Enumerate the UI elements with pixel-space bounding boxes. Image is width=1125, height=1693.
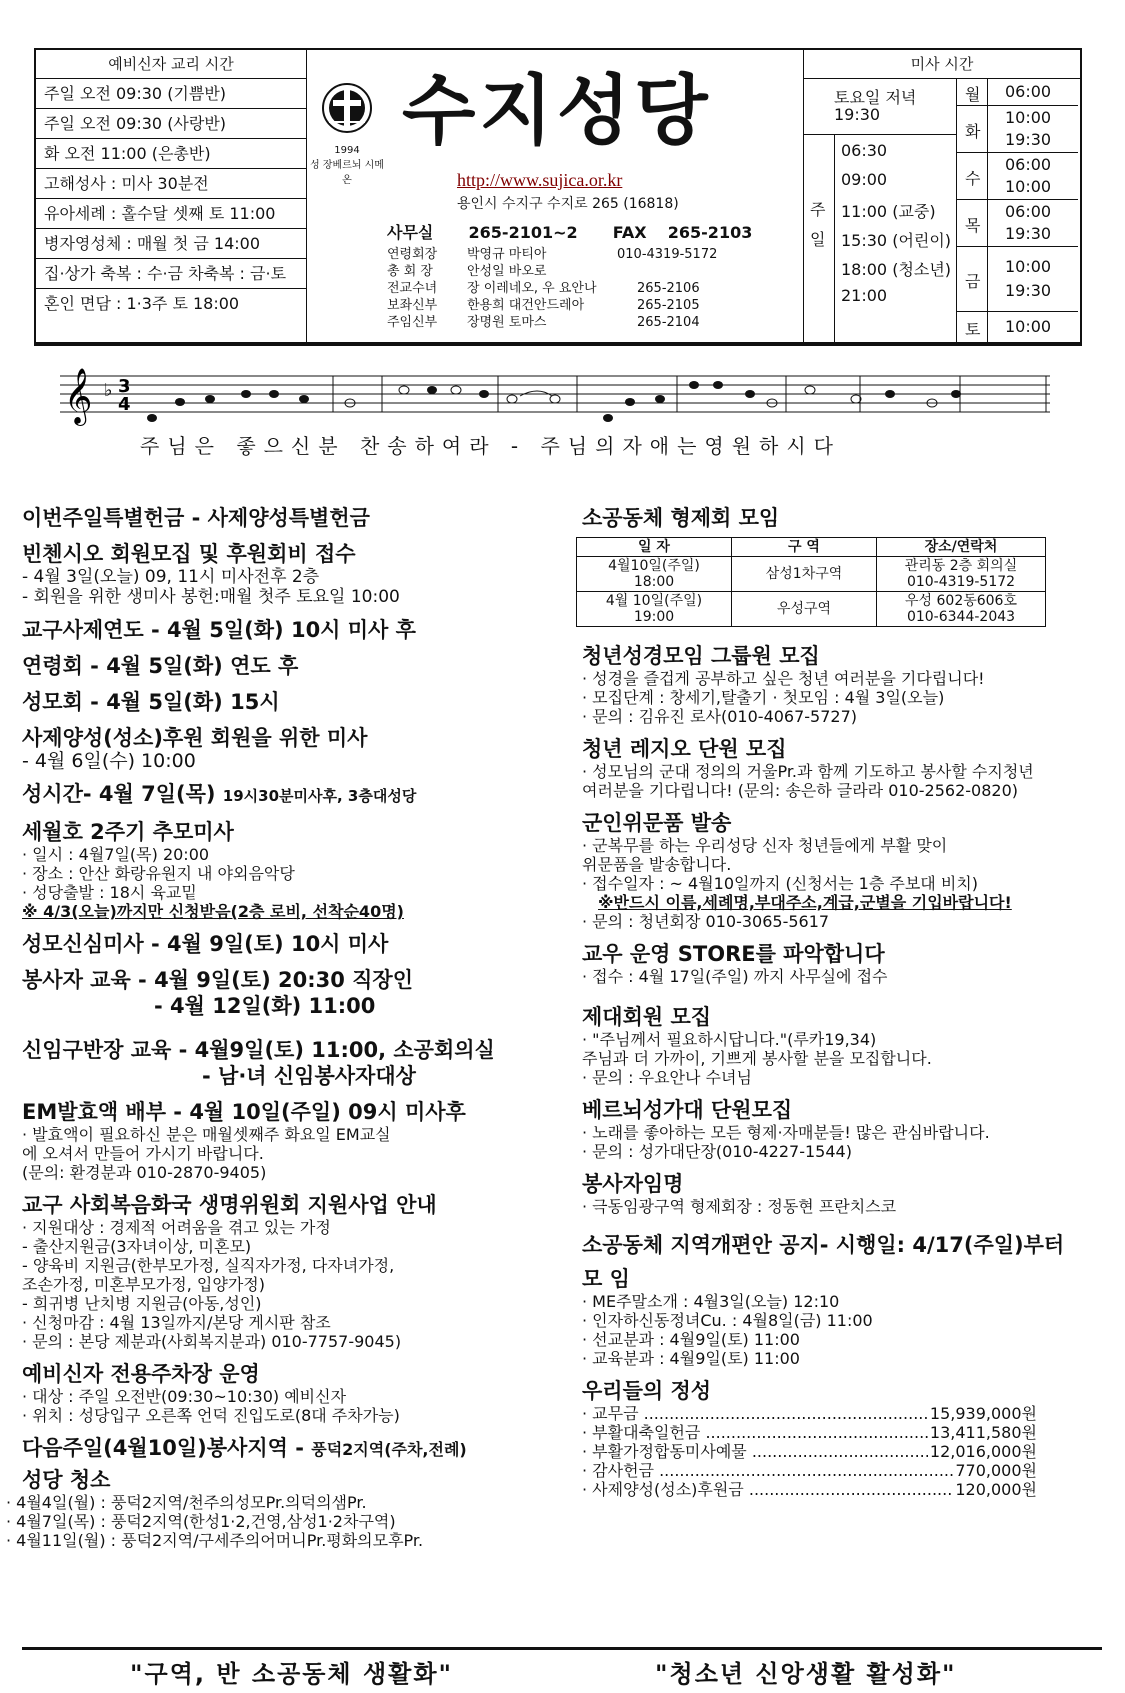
em-line: 에 오셔서 만들어 가시기 바랍니다.: [22, 1144, 264, 1163]
bulletin-header: [34, 48, 1082, 344]
weekday-row: 목 06:00 19:30: [957, 200, 1078, 247]
parking-title: 예비신자 전용주차장 운영: [22, 1362, 260, 1386]
altar-line: · "주님께서 필요하시답니다."(루카19,34): [582, 1030, 877, 1049]
altar-line: 주님과 더 가까이, 기쁘게 봉사할 분을 모집합니다.: [582, 1049, 932, 1068]
staff-row: 보좌신부 한용희 대건안드레아 265-2105: [387, 298, 700, 313]
life-line: · 문의 : 본당 제분과(사회복지분과) 010-7757-9045): [22, 1332, 402, 1351]
soldier-note: ※반드시 이름,세례명,부대주소,계급,군별을 기입바랍니다!: [598, 893, 1012, 912]
choir-line: · 노래를 좋아하는 모든 형제·자매분들! 많은 관심바랍니다.: [582, 1123, 990, 1142]
footer-divider: [22, 1647, 1102, 1650]
bible-title: 청년성경모임 그룹원 모집: [582, 644, 820, 668]
offering-row: · 사제양성(성소)후원금 ..... 120,000원: [582, 1480, 1037, 1499]
mass-title: 미사 시간: [804, 50, 1080, 79]
cleaning-line: · 4월11일(월) : 풍덕2지역/구세주의어머니Pr.평화의모후Pr.: [6, 1531, 424, 1550]
notes: [147, 381, 961, 422]
soldier-line: · 접수일자 : ~ 4월10일까지 (신청서는 1층 주보대 비치): [582, 874, 978, 893]
staff-row: 주임신부 장명원 토마스 265-2104: [387, 315, 700, 330]
schedule-row: 주일 오전 09:30 (기쁨반): [36, 79, 306, 109]
meeting-title: 모 임: [582, 1267, 630, 1291]
life-line: · 신청마감 : 4월 13일까지/본당 게시판 참조: [22, 1313, 331, 1332]
parish-address: 용인시 수지구 수지로 265 (16818): [457, 196, 679, 212]
store-title: 교우 운영 STORE를 파악합니다: [582, 942, 885, 966]
soldier-title: 군인위문품 발송: [582, 811, 732, 835]
special-collection: 이번주일특별헌금 - 사제양성특별헌금: [22, 506, 370, 530]
reorg-title: 소공동체 지역개편안 공지- 시행일: 4/17(주일)부터: [582, 1233, 1065, 1257]
store-line: · 접수 : 4월 17일(주일) 까지 사무실에 접수: [582, 967, 888, 986]
weekday-row: 토 10:00: [957, 312, 1078, 342]
schedule-row: 혼인 면담 : 1·3주 토 18:00: [44, 294, 240, 313]
next-service: 다음주일(4월10일)봉사지역 - 풍덕2지역(주차,전례): [22, 1436, 467, 1460]
life-line: 조손가정, 미혼부모가정, 입양가정): [22, 1275, 265, 1294]
soldier-contact: · 문의 : 청년회장 010-3065-5617: [582, 912, 830, 931]
soldier-line: 위문품을 발송합니다.: [582, 855, 732, 874]
schedule-row: 주일 오전 09:30 (사랑반): [36, 109, 306, 139]
header-divider: [34, 342, 1082, 346]
em-title: EM발효액 배부 - 4월 10일(주일) 09시 미사후: [22, 1100, 466, 1124]
seal-name: 성 장베르뇌 시메온: [310, 160, 384, 186]
schedule-row: 유아세례 : 홀수달 셋째 토 11:00: [36, 199, 306, 229]
meeting-line: · 인자하신동정녀Cu. : 4월8일(금) 11:00: [582, 1311, 873, 1330]
meeting-line: · 교육분과 : 4월9일(토) 11:00: [582, 1349, 800, 1368]
music-staff: [60, 366, 1050, 438]
parking-line: · 대상 : 주일 오전반(09:30~10:30) 예비신자: [22, 1387, 347, 1406]
sewol-line: · 장소 : 안산 화랑유원지 내 야외음악당: [22, 864, 295, 883]
seongmo-notice: 성모회 - 4월 5일(화) 15시: [22, 690, 280, 714]
priest-support-title: 사제양성(성소)후원 회원을 위한 미사: [22, 726, 368, 750]
meeting-table: [576, 537, 1046, 627]
cross-seal-icon: [319, 80, 375, 142]
diocese-prayer: 교구사제연도 - 4월 5일(화) 10시 미사 후: [22, 618, 416, 642]
mass-schedule-box: [803, 50, 1080, 342]
life-line: - 양육비 지원금(한부모가정, 실직자가정, 다자녀가정,: [22, 1256, 395, 1275]
schedule-row: 병자영성체 : 매월 첫 금 14:00: [36, 229, 306, 259]
left-column: [6, 505, 552, 1550]
parish-seal: [307, 80, 387, 186]
staff-row: 연령회장 박영규 마티아 010-4319-5172: [387, 247, 718, 262]
catechumen-title: 예비신자 교리 시간: [36, 50, 306, 79]
table-header-row: 일 자 구 역 장소/연락처: [577, 538, 1046, 557]
offering-row: · 부활가정합동미사예물 ..... 12,016,000원: [582, 1442, 1037, 1461]
altar-line: · 문의 : 우요안나 수녀님: [582, 1068, 752, 1087]
weekday-row: 금 10:00 19:30: [957, 247, 1078, 312]
legio-line: 여러분을 기다립니다! (문의: 송은하 글라라 010-2562-0820): [582, 781, 1018, 800]
cleaning-line: · 4월4일(월) : 풍덕2지역/천주의성모Pr.의덕의샘Pr.: [6, 1493, 367, 1512]
bible-line: · 성경을 즐겁게 공부하고 싶은 청년 여러분을 기다립니다!: [582, 669, 985, 688]
weekday-row: 월 06:00: [957, 79, 1078, 106]
saturday-cell: 토요일 저녁 19:30: [804, 79, 957, 135]
hymn-lyrics: 주님은 좋으신분 찬송하여라 - 주님의자애는영원하시다: [140, 434, 842, 458]
sewol-title: 세월호 2주기 추모미사: [22, 820, 234, 844]
slogan-right: "청소년 신앙생활 활성화": [655, 1660, 957, 1688]
bible-line: · 문의 : 김유진 로사(010-4067-5727): [582, 707, 858, 726]
parish-name: 수지성당: [402, 66, 712, 155]
office-contact: [387, 220, 752, 243]
choir-title: 베르뇌성가대 단원모집: [582, 1098, 793, 1122]
holy-hour: 성시간- 4월 7일(목) 19시30분미사후, 3층대성당: [22, 782, 417, 806]
legio-line: · 성모님의 군대 정의의 거울Pr.과 함께 기도하고 봉사할 수지청년: [582, 762, 1034, 781]
time-signature-bottom: 4: [118, 394, 131, 415]
seal-year: 1994: [334, 145, 360, 156]
soldier-line: · 군복무를 하는 우리성당 신자 청년들에게 부활 맞이: [582, 836, 948, 855]
cleaning-title: 성당 청소: [22, 1468, 111, 1492]
appoint-title: 봉사자임명: [582, 1172, 684, 1196]
bible-line: · 모집단계 : 창세기,탈출기 · 첫모임 : 4월 3일(오늘): [582, 688, 945, 707]
schedule-row: 고해성사 : 미사 30분전: [36, 169, 306, 199]
staff-list: [387, 246, 717, 331]
em-line: (문의: 환경분과 010-2870-9405): [22, 1163, 267, 1182]
vincent-line: - 4월 3일(오늘) 09, 11시 미사전후 2층: [22, 567, 320, 587]
vincent-line: - 회원을 위한 생미사 봉헌:매월 첫주 토요일 10:00: [22, 587, 400, 607]
new-leader-2: - 남·녀 신임봉사자대상: [202, 1064, 416, 1088]
life-line: · 지원대상 : 경제적 어려움을 겪고 있는 가정: [22, 1218, 331, 1237]
parish-title-area: [307, 50, 807, 342]
legio-title: 청년 레지오 단원 모집: [582, 737, 787, 761]
offering-list: [582, 1404, 1037, 1499]
catechumen-schedule-box: [36, 50, 307, 342]
new-leader-1: 신임구반장 교육 - 4월9일(토) 11:00, 소공회의실: [22, 1038, 495, 1062]
schedule-row: 집·상가 축복 : 수·금 차축복 : 금·토: [36, 259, 306, 289]
meeting-line: · 선교분과 : 4월9일(토) 11:00: [582, 1330, 800, 1349]
yeonryeong-notice: 연령회 - 4월 5일(화) 연도 후: [22, 654, 299, 678]
sunday-times-cell: 06:30 09:00 11:00 (교중) 15:30 (어린이) 18:00 (청소년) 21:00: [835, 135, 957, 342]
brothers-title: 소공동체 형제회 모임: [582, 506, 780, 530]
staff-row: 총 회 장 안성일 바오로: [387, 264, 547, 279]
immaculate-mass: 성모신심미사 - 4월 9일(토) 10시 미사: [22, 932, 389, 956]
life-line: - 희귀병 난치병 지원금(아동,성인): [22, 1294, 262, 1313]
fax-label: FAX: [612, 223, 647, 242]
em-line: · 발효액이 필요하신 분은 매월셋째주 화요일 EM교실: [22, 1125, 391, 1144]
sewol-note: ※ 4/3(오늘)까지만 신청받음(2층 로비, 선착순40명): [22, 902, 404, 921]
staff-row: 전교수녀 장 이레네오, 우 요안나 265-2106: [387, 281, 700, 296]
right-column: [582, 505, 1102, 1499]
meeting-line: · ME주말소개 : 4월3일(오늘) 12:10: [582, 1292, 840, 1311]
weekday-column: [957, 79, 1078, 342]
parish-url-link[interactable]: http://www.sujica.or.kr: [457, 170, 623, 190]
offering-row: · 교무금 ..... 15,939,000원: [582, 1404, 1037, 1423]
office-label: 사무실: [387, 223, 434, 242]
time-signature-top: 3: [118, 376, 131, 397]
appoint-line: · 극동임광구역 형제회장 : 정동현 프란치스코: [582, 1197, 897, 1216]
table-row: 4월 10일(주일) 19:00 우성구역 우성 602동606호 010-6344-2043: [577, 592, 1046, 627]
sewol-line: · 일시 : 4월7일(목) 20:00: [22, 845, 210, 864]
life-title: 교구 사회복음화국 생명위원회 지원사업 안내: [22, 1193, 437, 1217]
offering-row: · 감사헌금 ..... 770,000원: [582, 1461, 1037, 1480]
mass-grid: [804, 79, 1078, 342]
table-row: 4월10일(주일) 18:00 삼성1차구역 관리동 2층 회의실 010-4319-5172: [577, 557, 1046, 592]
life-line: - 출산지원금(3자녀이상, 미혼모): [22, 1237, 252, 1256]
priest-support-line: - 4월 6일(수) 10:00: [22, 750, 196, 772]
sewol-line: · 성당출발 : 18시 육교밑: [22, 883, 197, 902]
cleaning-line: · 4월7일(목) : 풍덕2지역(한성1·2,건영,삼성1·2차구역): [6, 1512, 396, 1531]
vincent-title: 빈첸시오 회원모집 및 후원회비 접수: [22, 542, 356, 566]
volunteer-edu-2: - 4월 12일(화) 11:00: [154, 994, 376, 1018]
volunteer-edu-1: 봉사자 교육 - 4월 9일(토) 20:30 직장인: [22, 968, 413, 992]
sunday-label-cell: 주일: [804, 135, 835, 342]
weekday-row: 화 10:00 19:30: [957, 106, 1078, 153]
slogan-left: "구역, 반 소공동체 생활화": [130, 1660, 454, 1688]
offering-title: 우리들의 정성: [582, 1379, 712, 1403]
weekday-row: 수 06:00 10:00: [957, 153, 1078, 200]
offering-row: · 부활대축일헌금 ..... 13,411,580원: [582, 1423, 1037, 1442]
schedule-row: 화 오전 11:00 (은총반): [36, 139, 306, 169]
parking-line: · 위치 : 성당입구 오른쪽 언덕 진입도로(8대 주차가능): [22, 1406, 400, 1425]
office-phone: 265-2101~2: [468, 223, 578, 242]
treble-clef-icon: 𝄞: [64, 368, 93, 424]
choir-line: · 문의 : 성가대단장(010-4227-1544): [582, 1142, 852, 1161]
altar-title: 제대회원 모집: [582, 1005, 712, 1029]
flat-icon: ♭: [104, 380, 113, 401]
fax-number: 265-2103: [667, 223, 753, 242]
